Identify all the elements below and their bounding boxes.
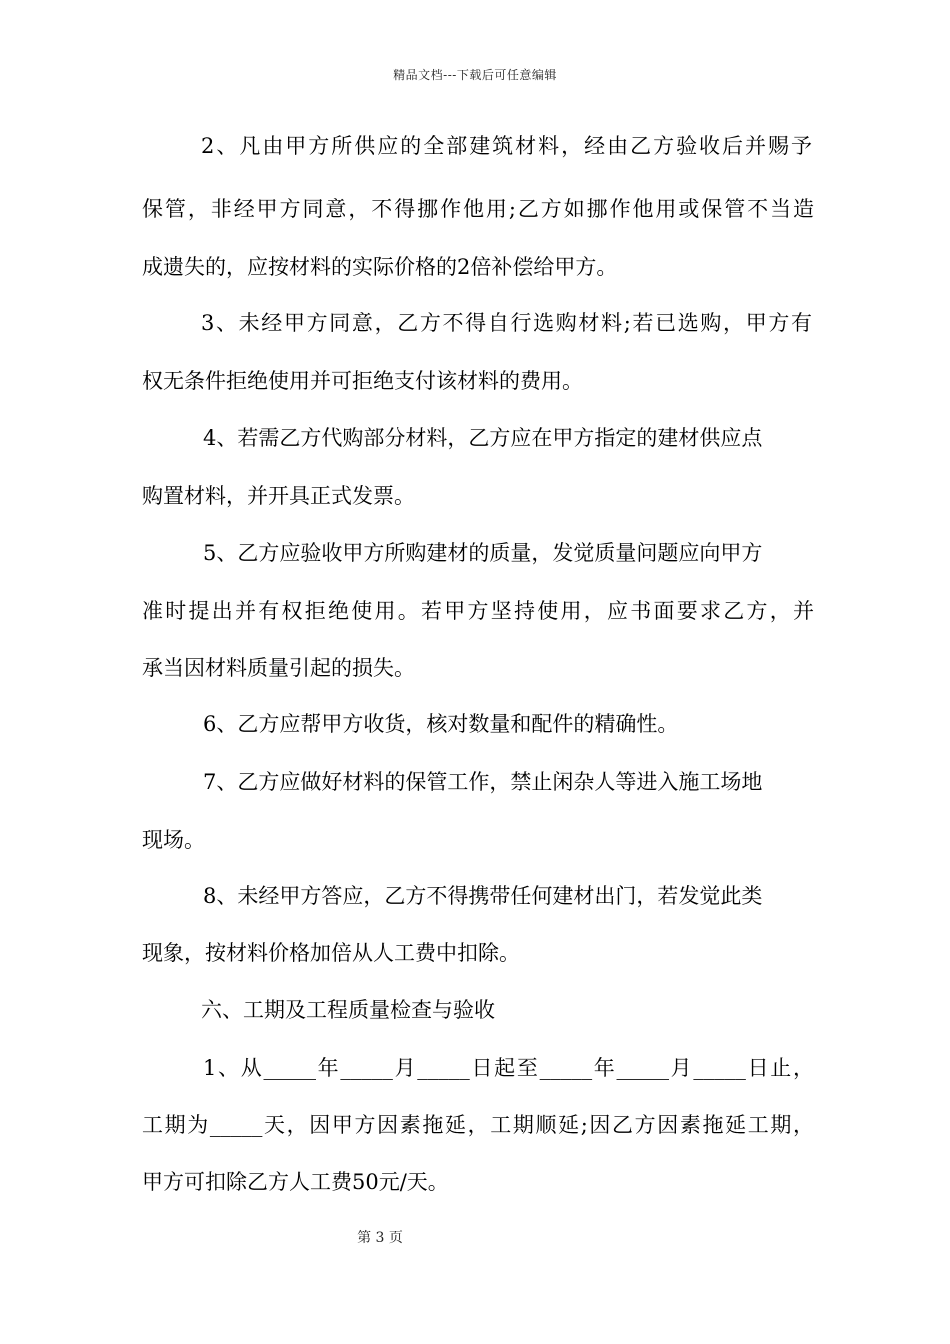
clause-3-line-2: 权无条件拒绝使用并可拒绝支付该材料的费用。	[142, 369, 583, 393]
clause-8-line-1: 8、未经甲方答应，乙方不得携带任何建材出门，若发觉此类	[203, 884, 763, 908]
clause-2-line-2: 保管，非经甲方同意，不得挪作他用;乙方如挪作他用或保管不当造	[142, 197, 814, 221]
section-6-clause-1-line-2: 工期为_____天，因甲方因素拖延，工期顺延;因乙方因素拖延工期，	[142, 1113, 814, 1137]
clause-4-line-1: 4、若需乙方代购部分材料，乙方应在甲方指定的建材供应点	[203, 426, 763, 450]
clause-5-line-2: 准时提出并有权拒绝使用。若甲方坚持使用，应书面要求乙方，并	[142, 599, 814, 623]
clause-7-line-1: 7、乙方应做好材料的保管工作，禁止闲杂人等进入施工场地	[203, 770, 763, 794]
section-6-clause-1-line-1: 1、从_____年_____月_____日起至_____年_____月_____日止，	[203, 1056, 814, 1080]
clause-7-line-2: 现场。	[142, 828, 205, 852]
page-header: 精品文档---下载后可任意编辑	[393, 68, 557, 82]
clause-8-line-2: 现象，按材料价格加倍从人工费中扣除。	[142, 941, 520, 965]
section-6-heading: 六、工期及工程质量检查与验收	[201, 998, 495, 1022]
clause-2-line-3: 成遗失的，应按材料的实际价格的2倍补偿给甲方。	[142, 255, 618, 279]
clause-2-line-1: 2、凡由甲方所供应的全部建筑材料，经由乙方验收后并赐予	[201, 134, 812, 158]
clause-5-line-1: 5、乙方应验收甲方所购建材的质量，发觉质量问题应向甲方	[203, 541, 763, 565]
section-6-clause-1-line-3: 甲方可扣除乙方人工费50元/天。	[142, 1170, 449, 1194]
clause-3-line-1: 3、未经甲方同意，乙方不得自行选购材料;若已选购，甲方有	[201, 311, 812, 335]
page-number: 第 3 页	[357, 1230, 403, 1246]
clause-6-line-1: 6、乙方应帮甲方收货，核对数量和配件的精确性。	[203, 712, 679, 736]
clause-5-line-3: 承当因材料质量引起的损失。	[142, 656, 415, 680]
clause-4-line-2: 购置材料，并开具正式发票。	[142, 484, 415, 508]
